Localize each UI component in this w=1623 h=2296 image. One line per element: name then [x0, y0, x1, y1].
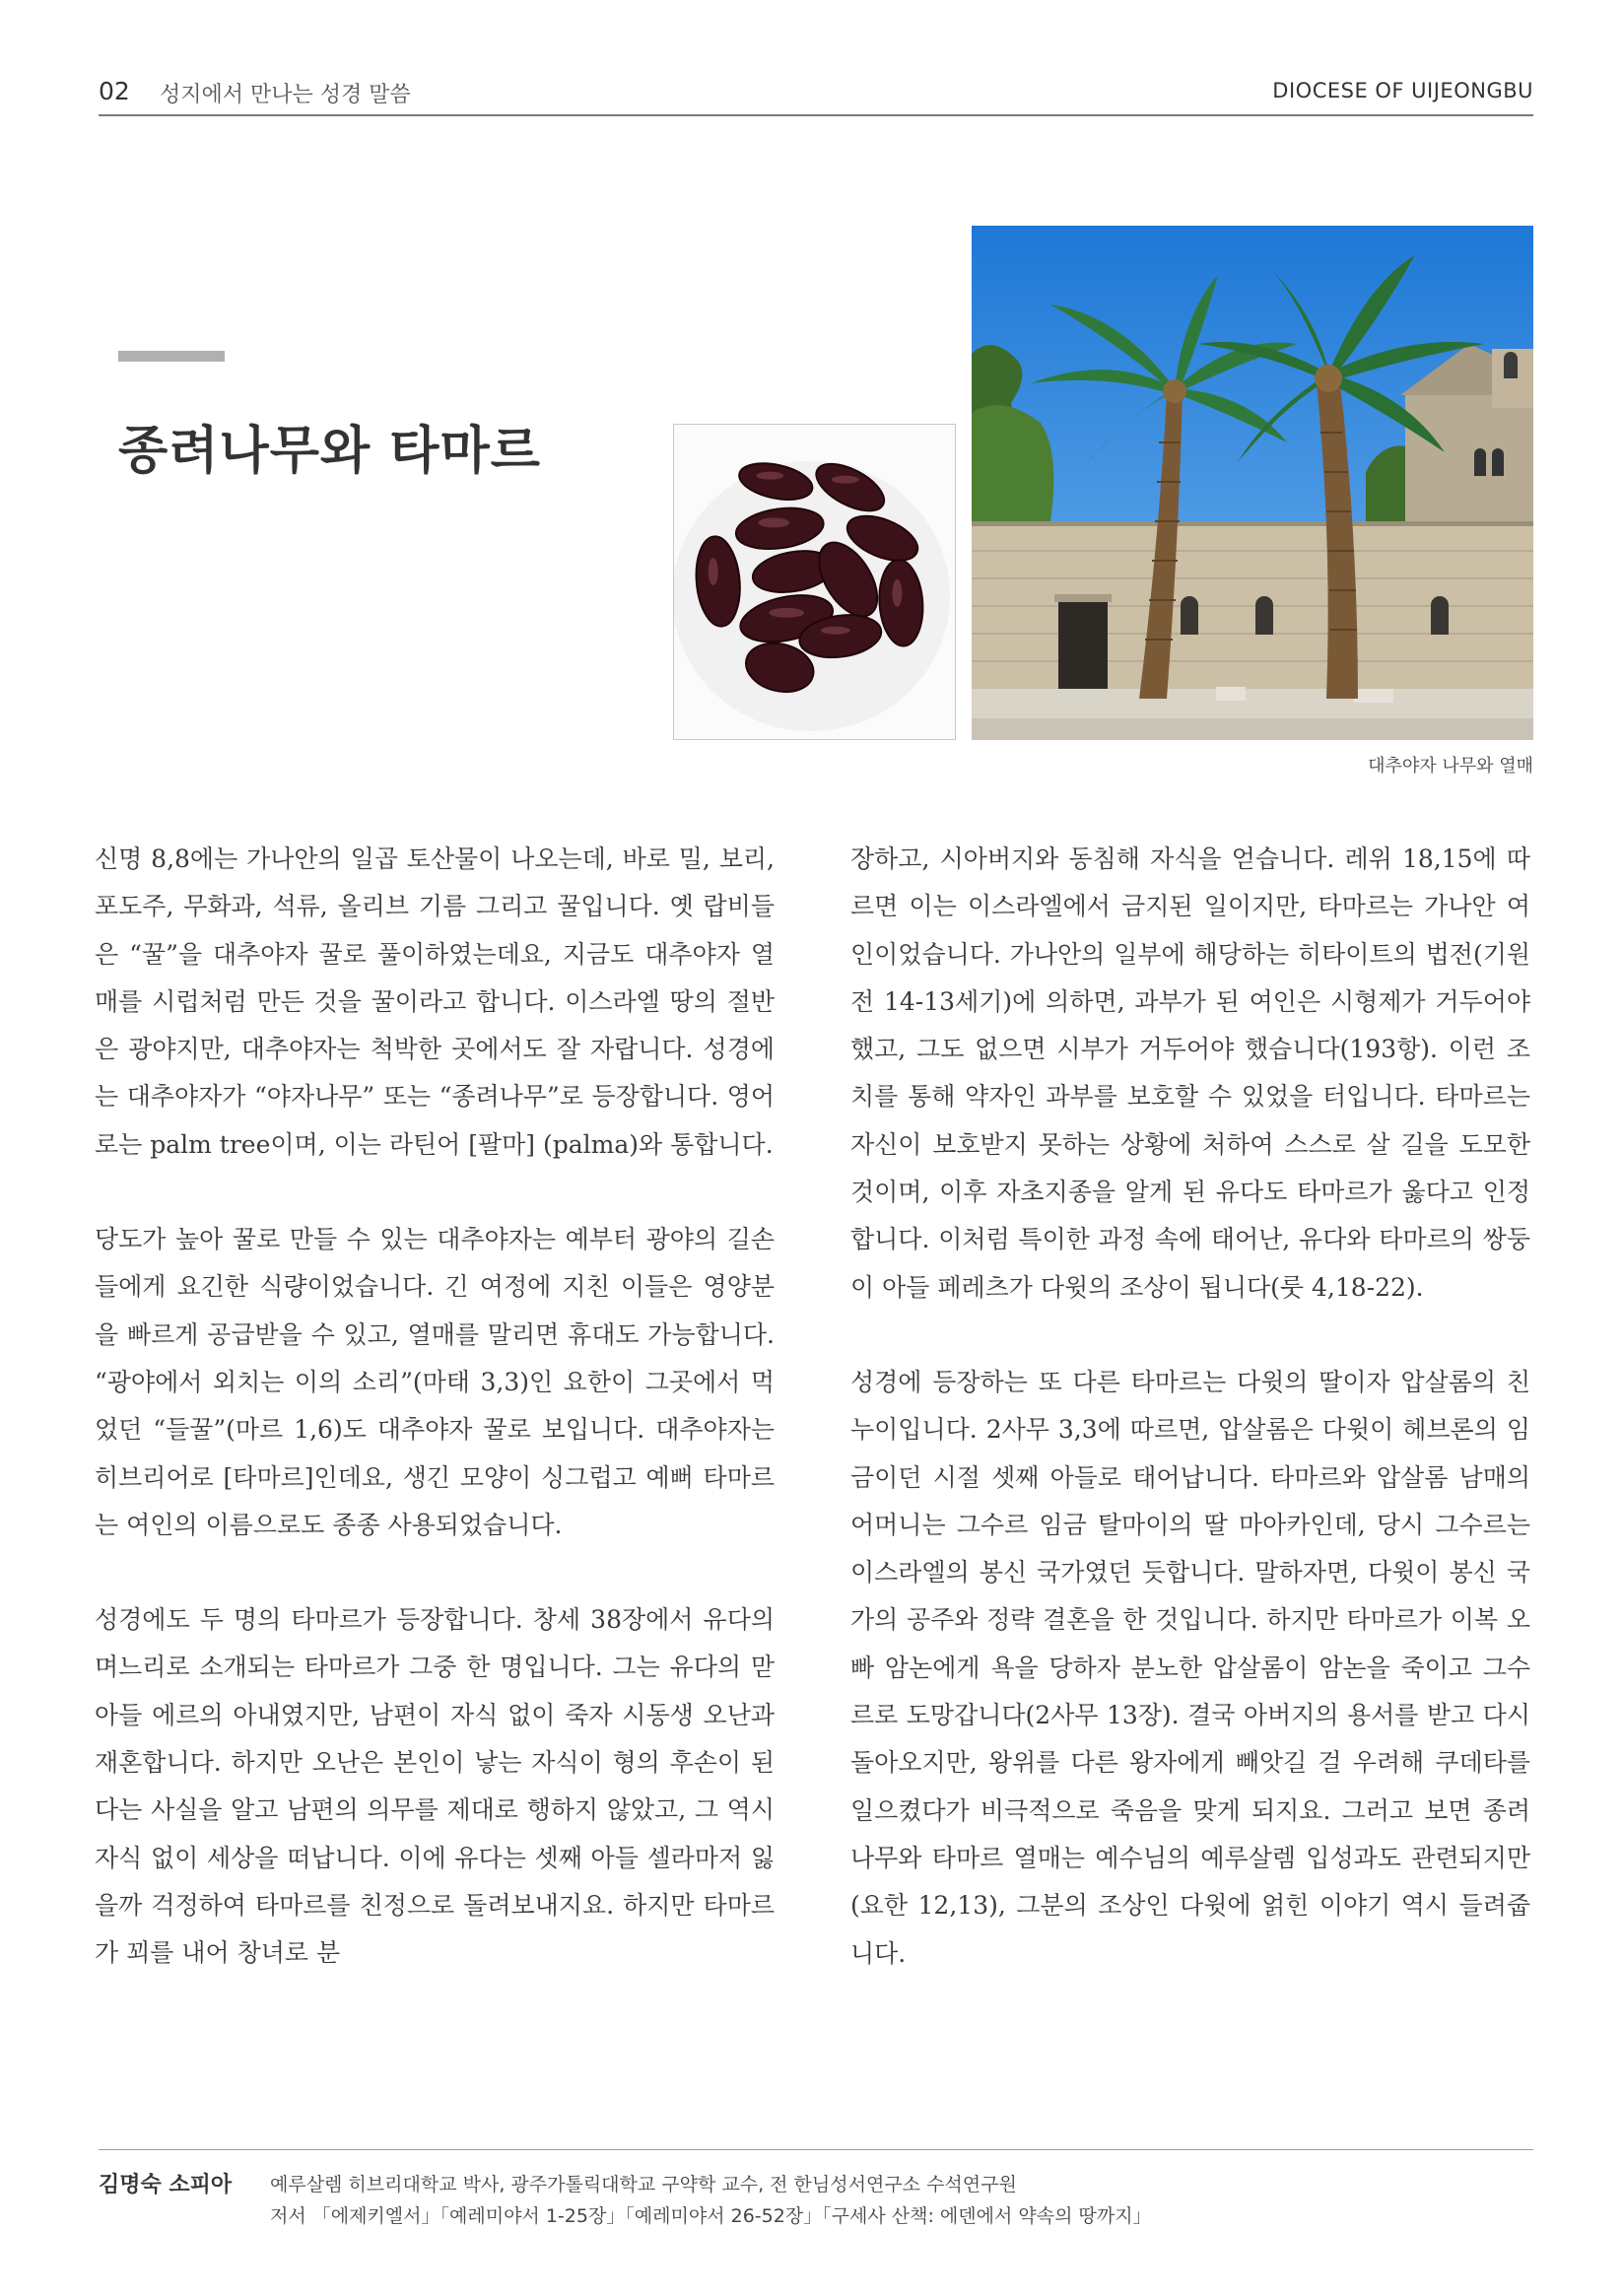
- page-number: 02: [99, 77, 130, 105]
- author-bio: 예루살렘 히브리대학교 박사, 광주가톨릭대학교 구약학 교수, 전 한님성서연구소 수석연구원: [270, 2174, 1017, 2195]
- article-title: 종려나무와 타마르: [118, 421, 541, 481]
- image-caption: 대추야자 나무와 열매: [1368, 756, 1533, 777]
- author-info: [270, 2169, 1152, 2232]
- author-name: 김명숙 소피아: [99, 2173, 233, 2197]
- right-text-column: [850, 836, 1530, 2025]
- dates-image: [674, 425, 955, 739]
- paragraph: 당도가 높아 꿀로 만들 수 있는 대추야자는 예부터 광야의 길손들에게 요긴한 식량이었습니다. 긴 여정에 지친 이들은 영양분을 빠르게 공급받을 수 있고, 열매를 말리면 휴대도 가능합니다. “광야에서 외치는 이의 소리”(마태 3,3)인 요한이 그곳에서 먹었던 “들꿀”(마르 1,6)도 대추야자 꿀로 보입니다. 대추야자는 히브리어로 [타마르]인데요, 생긴 모양이 싱그럽고 예뻐 타마르는 여인의 이름으로도 종종 사용되었습니다.: [95, 1225, 775, 1539]
- publisher-name: DIOCESE OF UIJEONGBU: [1272, 79, 1533, 102]
- paragraph: 성경에 등장하는 또 다른 타마르는 다윗의 딸이자 압살롬의 친누이입니다. 2사무 3,3에 따르면, 압살롬은 다윗이 헤브론의 임금이던 시절 셋째 아들로 태어납니다. 타마르와 압살롬 남매의 어머니는 그수르 임금 탈마이의 딸 마아카인데, 당시 그수르는 이스라엘의 봉신 국가였던 듯합니다. 말하자면, 다윗이 봉신 국가의 공주와 정략 결혼을 한 것입니다. 하지만 타마르가 이복 오빠 암논에게 욕을 당하자 분노한 압살롬이 암논을 죽이고 그수르로 도망갑니다(2사무 13장). 결국 아버지의 용서를 받고 다시 돌아오지만, 왕위를 다른 왕자에게 빼앗길 걸 우려해 쿠데타를 일으켰다가 비극적으로 죽음을 맞게 되지요. 그러고 보면 종려나무와 타마르 열매는 예수님의 예루살렘 입성과도 관련되지만(요한 12,13), 그분의 조상인 다윗에 얽힌 이야기 역시 들려줍니다.: [850, 1367, 1530, 1968]
- left-text-column: [95, 836, 775, 2025]
- paragraph: 신명 8,8에는 가나안의 일곱 토산물이 나오는데, 바로 밀, 보리, 포도주, 무화과, 석류, 올리브 기름 그리고 꿀입니다. 옛 랍비들은 “꿀”을 대추야자 꿀로 풀이하였는데요, 지금도 대추야자 열매를 시럽처럼 만든 것을 꿀이라고 합니다. 이스라엘 땅의 절반은 광야지만, 대추야자는 척박한 곳에서도 잘 자랍니다. 성경에는 대추야자가 “야자나무” 또는 “종려나무”로 등장합니다. 영어로는 palm tree이며, 이는 라틴어 [팔마] (palma)와 통합니다.: [95, 844, 775, 1159]
- paragraph: 장하고, 시아버지와 동침해 자식을 얻습니다. 레위 18,15에 따르면 이는 이스라엘에서 금지된 일이지만, 타마르는 가나안 여인이었습니다. 가나안의 일부에 해당하는 히타이트의 법전(기원전 14-13세기)에 의하면, 과부가 된 여인은 시형제가 거두어야 했고, 그도 없으면 시부가 거두어야 했습니다(193항). 이런 조치를 통해 약자인 과부를 보호할 수 있었을 터입니다. 타마르는 자신이 보호받지 못하는 상황에 처하여 스스로 살 길을 도모한 것이며, 이후 자초지종을 알게 된 유다도 타마르가 옳다고 인정합니다. 이처럼 특이한 과정 속에 태어난, 유다와 타마르의 쌍둥이 아들 페레츠가 다윗의 조상이 됩니다(룻 4,18-22).: [850, 844, 1530, 1302]
- palm-trees-image: [972, 226, 1533, 740]
- title-accent-bar: [118, 351, 225, 362]
- page-header: [99, 69, 1533, 116]
- section-title: 성지에서 만나는 성경 말씀: [160, 83, 411, 107]
- author-works: 저서 「에제키엘서」「예레미야서 1-25장」「예레미야서 26-52장」「구세사 산책: 에덴에서 약속의 땅까지」: [270, 2205, 1152, 2227]
- dates-photo: [673, 424, 956, 740]
- footer-divider: [99, 2149, 1533, 2150]
- paragraph: 성경에도 두 명의 타마르가 등장합니다. 창세 38장에서 유다의 며느리로 소개되는 타마르가 그중 한 명입니다. 그는 유다의 맏아들 에르의 아내였지만, 남편이 자식 없이 죽자 시동생 오난과 재혼합니다. 하지만 오난은 본인이 낳는 자식이 형의 후손이 된다는 사실을 알고 남편의 의무를 제대로 행하지 않았고, 그 역시 자식 없이 세상을 떠납니다. 이에 유다는 셋째 아들 셀라마저 잃을까 걱정하여 타마르를 친정으로 돌려보내지요. 하지만 타마르가 꾀를 내어 창녀로 분: [95, 1605, 775, 1968]
- church-palm-photo: [972, 226, 1533, 740]
